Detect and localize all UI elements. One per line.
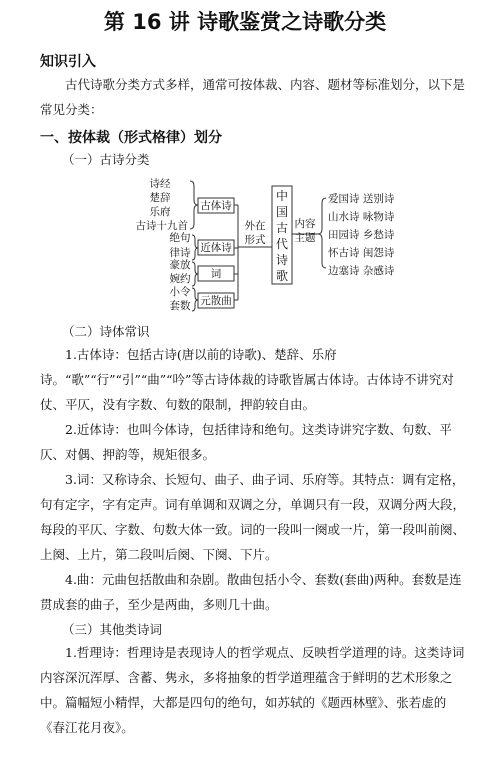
- diagram-box-guti-label: 古体诗: [200, 200, 232, 212]
- paragraph-qu: 4.曲：元曲包括散曲和杂剧。散曲包括小令、套数(套曲)两种。套数是连贯成套的曲子，至少是两曲，多则几十曲。: [40, 572, 462, 612]
- diagram-item-lvshi: 律诗: [169, 247, 191, 259]
- diagram-right-brace: [318, 198, 326, 268]
- diagram-center-char-2: 国: [275, 205, 289, 219]
- diagram-brace-2: [192, 235, 198, 260]
- diagram-item-taoshu: 套数: [169, 300, 191, 312]
- section1-heading: 一、按体裁（形式格律）划分: [40, 130, 222, 146]
- diagram-brace-4: [192, 288, 198, 311]
- diagram-right-item-3: 田园诗 乡愁诗: [328, 229, 395, 241]
- poetry-classification-diagram: [0, 172, 490, 312]
- diagram-inner-label-1: 内容: [294, 218, 316, 230]
- diagram-outer-label-1: 外在: [244, 220, 266, 232]
- diagram-item-haofang: 豪放: [169, 259, 191, 271]
- subheading-poetic-forms: （二）诗体常识: [62, 324, 150, 339]
- diagram-box-ci-label: 词: [210, 268, 222, 280]
- diagram-box-sanqu-label: 元散曲: [200, 295, 232, 307]
- diagram-item-gushi19: 古诗十九首: [135, 220, 188, 232]
- subheading-ancient-poetry-classification: （一）古诗分类: [62, 152, 150, 167]
- diagram-item-xiaoling: 小令: [169, 286, 191, 298]
- diagram-center-char-4: 代: [275, 237, 289, 251]
- diagram-center-char-1: 中: [275, 189, 289, 203]
- paragraph-jinti: 2.近体诗：也叫今体诗，包括律诗和绝句。这类诗讲究字数、句数、平仄、对偶、押韵等，规矩很多。: [40, 422, 452, 462]
- diagram-item-chuci: 楚辞: [149, 192, 171, 204]
- diagram-box-jinti-label: 近体诗: [200, 242, 232, 254]
- paragraph-guti: 1.古体诗：包括古诗(唐以前的诗歌)、楚辞、乐府诗。“歌”“行”“引”“曲”“吟”等古诗体裁的诗歌皆属古体诗。古体诗不讲究对仗、平仄，没有字数、句数的限制，押韵较自由。: [40, 347, 454, 412]
- diagram-center-char-6: 歌: [275, 269, 289, 283]
- diagram-right-item-1: 爱国诗 送别诗: [328, 193, 395, 205]
- diagram-right-item-2: 山水诗 咏物诗: [328, 211, 395, 223]
- diagram-item-shijing: 诗经: [149, 178, 171, 190]
- paragraph-ci: 3.词：又称诗余、长短句、曲子、曲子词、乐府等。其特点：调有定格，句有定字，字有定声。词有单调和双调之分，单调只有一段，双调分两大段，每段的平仄、字数、句数大体一致。词的一段叫一阕或一片，第一段叫前阕、上阕、上片，第二段叫后阕、下阕、下片。: [40, 472, 466, 562]
- diagram-center-char-3: 古: [275, 221, 289, 235]
- intro-paragraph: 古代诗歌分类方式多样，通常可按体裁、内容、题材等标准划分，以下是常见分类：: [40, 77, 466, 117]
- diagram-item-jueju: 绝句: [169, 232, 191, 244]
- diagram-outer-label-2: 形式: [244, 234, 266, 246]
- paragraph-zheli: 1.哲理诗：哲理诗是表现诗人的哲学观点、反映哲学道理的诗。这类诗词内容深沉浑厚、含蓄、隽永，多将抽象的哲学道理蕴含于鲜明的艺术形象之中。篇幅短小精悍，大都是四句的绝句，如苏轼的《题西林壁》、张若虚的《春江花月夜》。: [40, 645, 465, 735]
- diagram-brace-1: [190, 181, 198, 229]
- diagram-item-wanyue: 婉约: [169, 273, 191, 285]
- subheading-other-poetry: （三）其他类诗词: [62, 622, 163, 637]
- intro-heading: 知识引入: [40, 54, 96, 70]
- diagram-brace-3: [192, 262, 198, 286]
- page-title: 第 16 讲 诗歌鉴赏之诗歌分类: [103, 10, 387, 34]
- diagram-inner-label-2: 主题: [294, 232, 316, 244]
- diagram-item-yuefu: 乐府: [149, 206, 171, 218]
- diagram-center-char-5: 诗: [275, 253, 289, 267]
- diagram-right-item-4: 怀古诗 闺怨诗: [328, 247, 395, 259]
- diagram-right-item-5: 边塞诗 杂感诗: [328, 265, 395, 277]
